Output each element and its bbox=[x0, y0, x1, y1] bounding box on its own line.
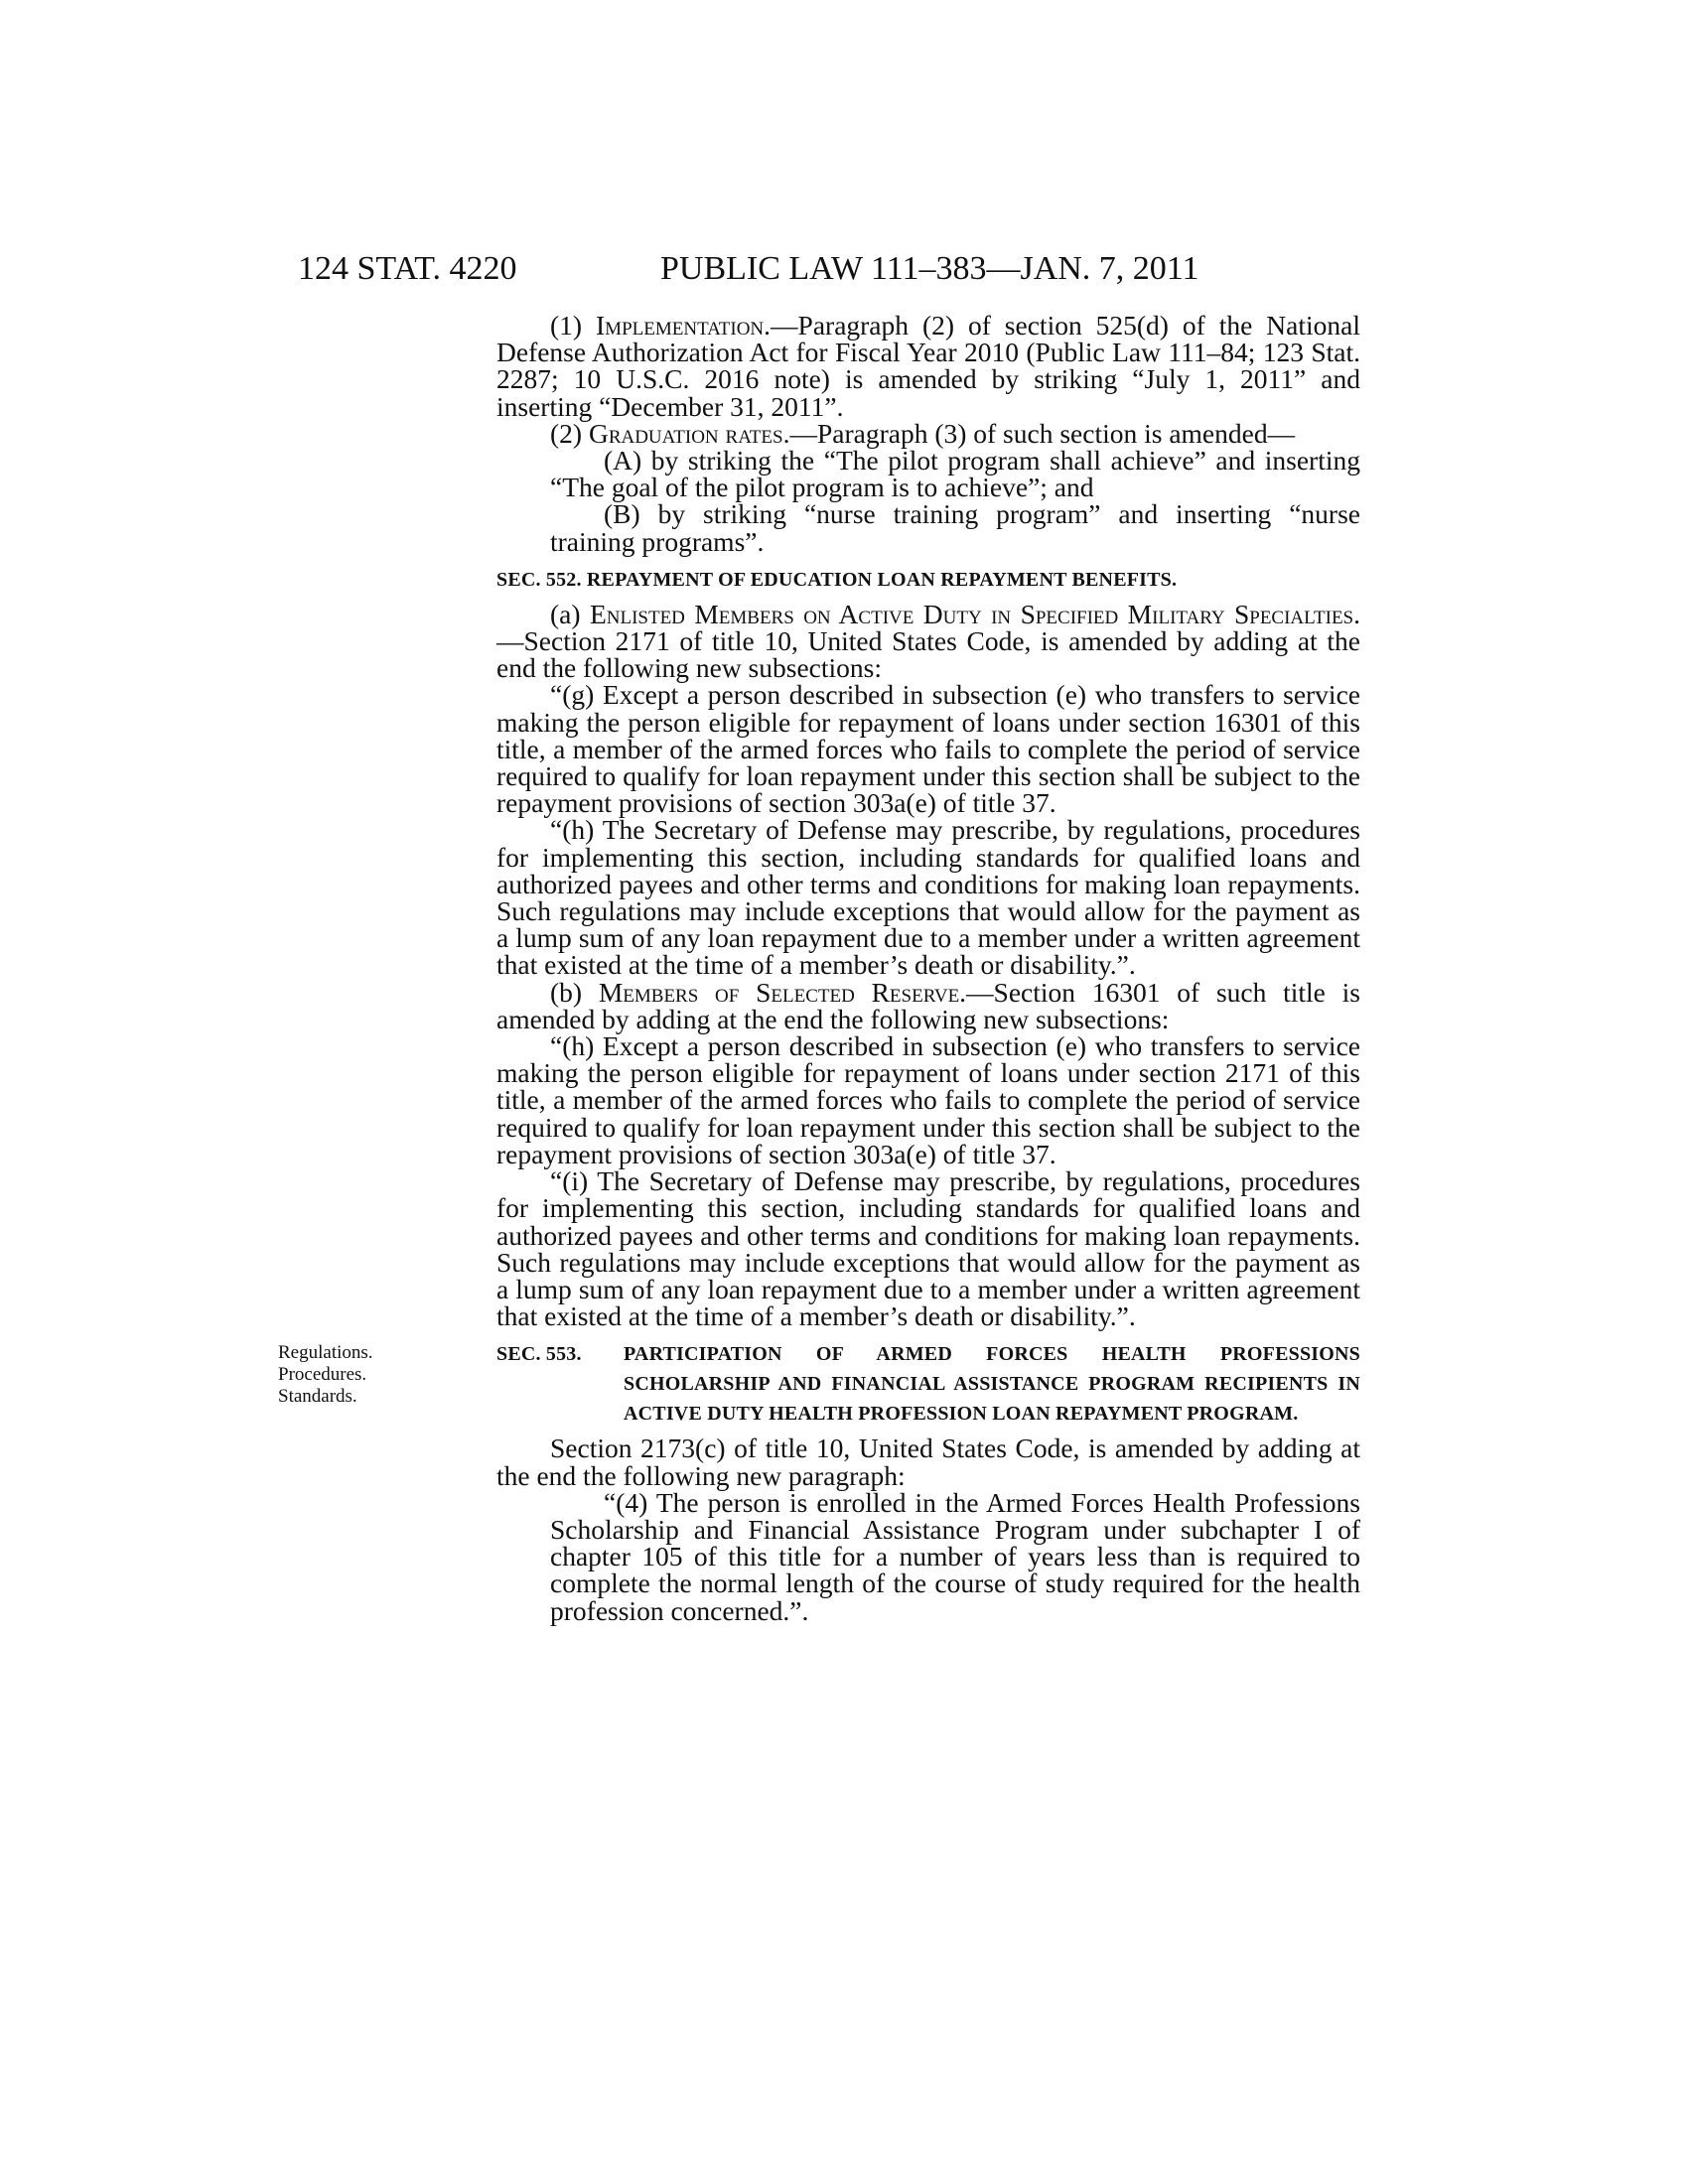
subsection-a: (a) Enlisted Members on Active Duty in Specified Military Specialties.—Section 2171 of title 10, United States Code, is amended by adding at the end the following new subsections: bbox=[496, 598, 1360, 684]
margin-note: Regulations. bbox=[278, 1342, 373, 1363]
margin-note: Standards. bbox=[278, 1386, 357, 1407]
subsection-heading: Members of Selected Reserve bbox=[598, 976, 960, 1008]
subparagraph-a: (A) by striking the “The pilot program shall achieve” and inserting “The goal of the pilot program is to achieve”; and bbox=[550, 445, 1360, 503]
document-body bbox=[496, 312, 1360, 1624]
section-number: SEC. 553. bbox=[496, 1343, 582, 1366]
subparagraph-b: (B) by striking “nurse training program” and inserting “nurse training programs”. bbox=[550, 498, 1360, 557]
section-553-text: Section 2173(c) of title 10, United States Code, is amended by adding at the end the following new paragraph: bbox=[496, 1433, 1360, 1491]
quoted-subsection-g: “(g) Except a person described in subsection (e) who transfers to service making the person eligible for repayment of loans under section 16301 of this title, a member of the armed forces who fails to complete the period of service required to qualify for loan repayment under this section shall be subject to the repayment provisions of section 303a(e) of title 37. bbox=[496, 679, 1360, 819]
subsection-b: (b) Members of Selected Reserve.—Section 16301 of such title is amended by adding at the end the following new subsections: bbox=[496, 976, 1360, 1034]
margin-notes bbox=[278, 1342, 373, 1408]
margin-note: Procedures. bbox=[278, 1364, 367, 1385]
paragraph-graduation-rates: (2) Graduation rates.—Paragraph (3) of such section is amended— bbox=[550, 417, 1296, 449]
paragraph-heading: Graduation rates bbox=[588, 417, 783, 449]
subsection-heading: Enlisted Members on Active Duty in Specified Military Specialties bbox=[589, 598, 1354, 629]
quoted-paragraph-4: “(4) The person is enrolled in the Armed Forces Health Professions Scholarship and Financial Assistance Program under subchapter I of chapter 105 of this title for a number of years less than is required to complete the normal length of the course of study required for the health profession concerned.”. bbox=[550, 1486, 1360, 1626]
section-title: PARTICIPATION OF ARMED FORCES HEALTH PROFESSIONS SCHOLARSHIP AND FINANCIAL ASSISTANCE PROGRAM RECIPIENTS IN ACTIVE DUTY HEALTH PROFESSION LOAN REPAYMENT PROGRAM. bbox=[624, 1343, 1360, 1426]
section-552-heading: SEC. 552. REPAYMENT OF EDUCATION LOAN REPAYMENT BENEFITS. bbox=[496, 568, 1178, 591]
quoted-subsection-h: “(h) The Secretary of Defense may prescribe, by regulations, procedures for implementing this section, including standards for qualified loans and authorized payees and other terms and conditions for making loan repayments. Such regulations may include exceptions that would allow for the payment as a lump sum of any loan repayment due to a member under a written agreement that existed at the time of a member’s death or disability.”. bbox=[496, 814, 1360, 981]
quoted-subsection-h: “(h) Except a person described in subsection (e) who transfers to service making the person eligible for repayment of loans under section 2171 of this title, a member of the armed forces who fails to complete the period of service required to qualify for loan repayment under this section shall be subject to the repayment provisions of section 303a(e) of title 37. bbox=[496, 1030, 1360, 1169]
section-553-heading bbox=[496, 1339, 1360, 1429]
page-reference: 124 STAT. 4220 bbox=[298, 250, 517, 287]
quoted-subsection-i: “(i) The Secretary of Defense may prescribe, by regulations, procedures for implementing this section, including standards for qualified loans and authorized payees and other terms and conditions for making loan repayments. Such regulations may include exceptions that would allow for the payment as a lump sum of any loan repayment due to a member under a written agreement that existed at the time of a member’s death or disability.”. bbox=[496, 1165, 1360, 1332]
page-title: PUBLIC LAW 111–383—JAN. 7, 2011 bbox=[660, 250, 1199, 287]
paragraph-implementation: (1) Implementation.—Paragraph (2) of section 525(d) of the National Defense Authorization Act for Fiscal Year 2010 (Public Law 111–84; 123 Stat. 2287; 10 U.S.C. 2016 note) is amended by striking “July 1, 2011” and inserting “December 31, 2011”. bbox=[496, 310, 1360, 422]
paragraph-heading: Implementation bbox=[596, 310, 765, 341]
